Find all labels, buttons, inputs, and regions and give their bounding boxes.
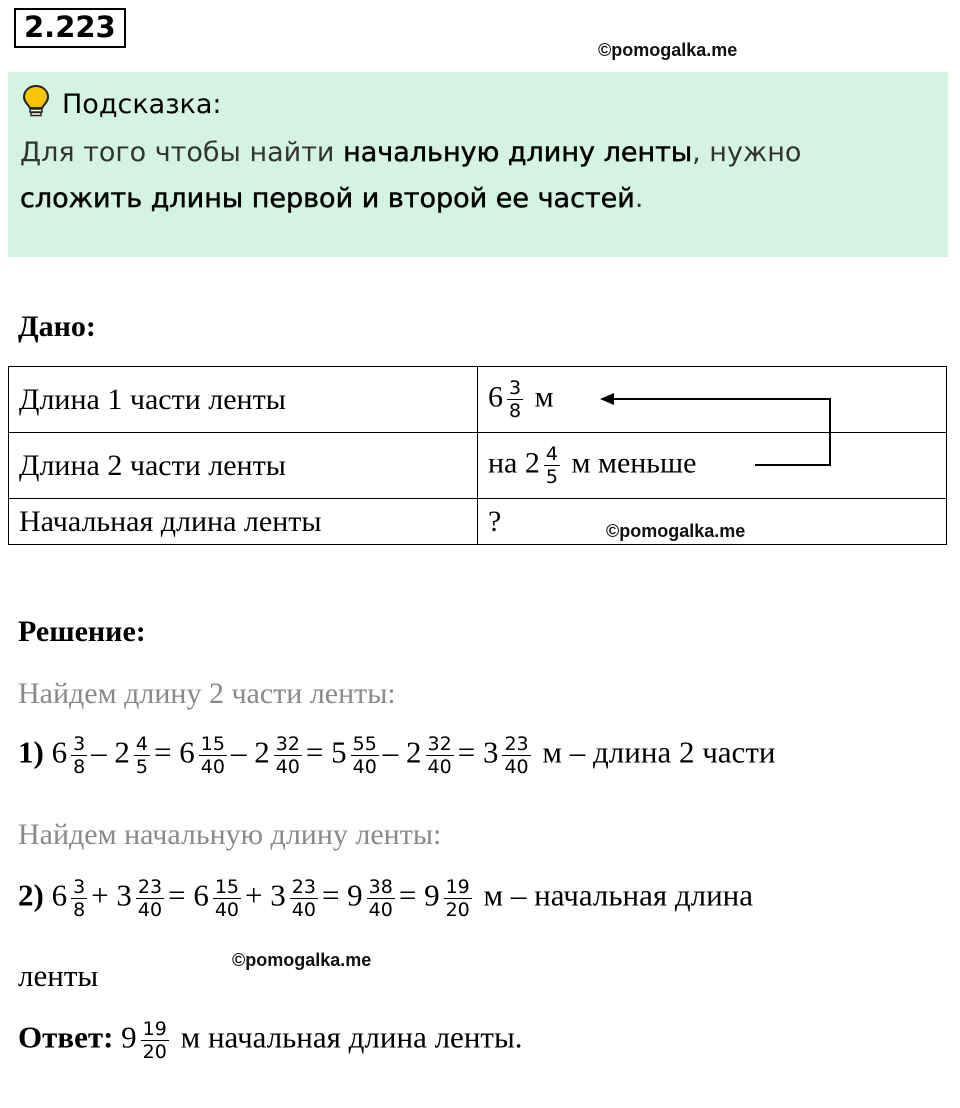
step2-caption: Найдем начальную длину ленты: [18, 818, 442, 851]
given-label: Начальная длина ленты [9, 499, 478, 545]
given-label: Длина 2 части ленты [9, 433, 478, 499]
solution-title: Решение: [18, 615, 146, 648]
given-title: Дано: [18, 310, 96, 343]
step1-caption: Найдем длину 2 части ленты: [18, 677, 396, 710]
given-value: ? [478, 499, 947, 545]
hint-title-text: Подсказка: [62, 89, 222, 120]
watermark: ©pomogalka.me [598, 40, 738, 60]
task-number: 2.223 [14, 8, 126, 48]
step2-wrap: ленты [18, 958, 99, 993]
watermark: ©pomogalka.me [606, 521, 746, 541]
step2-equation: 2) 6 $\frac{3}{8}$ + 3 $\frac{23}{40}$ = 6 $\frac{15}{40}$ + 3 $\frac{23}{40}$ = 9 $\frac{38}{40}$ = 9 $\frac{19}{20}$ м – начальная длина [18, 876, 754, 921]
lightbulb-icon [22, 84, 50, 125]
hint-bold-2: сложить длины первой и второй ее частей [20, 183, 635, 214]
hint-bold-1: начальную длину ленты [343, 137, 693, 168]
step1-equation: 1) 6 $\frac{3}{8}$ – 2 $\frac{4}{5}$ = 6 $\frac{15}{40}$ – 2 $\frac{32}{40}$ = 5 $\frac{55}{40}$ – 2 $\frac{32}{40}$ = 3 $\frac{23}{40}$ м – длина 2 части [18, 733, 776, 778]
hint-text: Для того чтобы найти начальную длину ленты, нужно сложить длины первой и второй ее частей. [20, 137, 802, 214]
watermark: ©pomogalka.me [232, 950, 372, 970]
hint-title [22, 84, 222, 125]
answer: Ответ: 9 $\frac{19}{20}$ м начальная длина ленты. [18, 1018, 523, 1063]
reference-arrow [590, 388, 840, 472]
given-label: Длина 1 части ленты [9, 367, 478, 433]
given-value: 6 $\frac{3}{8}$ м [478, 367, 947, 433]
fraction: $\frac{4}{5}$ [545, 443, 558, 488]
fraction: $\frac{3}{8}$ [509, 377, 522, 422]
table-row [9, 499, 947, 545]
given-value: на 2 $\frac{4}{5}$ м меньше [478, 433, 947, 499]
